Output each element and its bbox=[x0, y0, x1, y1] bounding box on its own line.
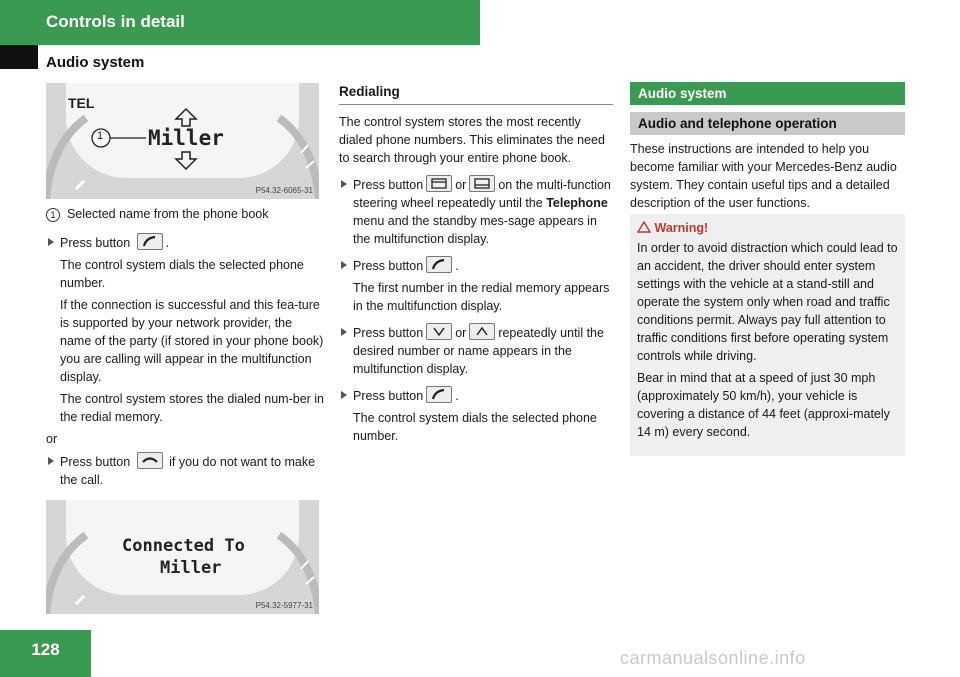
caption bbox=[46, 205, 324, 223]
gauge-decoration bbox=[46, 500, 319, 614]
paragraph: The control system dials the selected phone number. bbox=[60, 258, 304, 290]
step-text: Press button bbox=[60, 236, 131, 250]
section-tab-marker bbox=[0, 45, 38, 69]
right-intro bbox=[630, 140, 908, 216]
step-text: . bbox=[455, 389, 459, 403]
step-text: on the multi-function steering wheel repeatedly until the bbox=[353, 178, 611, 210]
image-ref-code: P54.32-6065-31 bbox=[255, 186, 313, 195]
warning-box bbox=[630, 214, 905, 456]
caption-text: Selected name from the phone book bbox=[66, 207, 269, 221]
step-press-send bbox=[46, 233, 324, 252]
middle-column bbox=[339, 83, 613, 449]
section-band-audio-telephone bbox=[630, 112, 905, 135]
band-label: Audio system bbox=[638, 86, 727, 101]
status-line-1: Connected To bbox=[122, 536, 245, 556]
status-line-2: Miller bbox=[160, 558, 222, 578]
step-text: or bbox=[455, 178, 467, 192]
tel-label: TEL bbox=[68, 95, 95, 111]
section-subtitle: Audio system bbox=[46, 54, 145, 71]
telephone-menu-label: Telephone bbox=[546, 196, 608, 210]
step-dial bbox=[339, 386, 613, 405]
paragraph: If the connection is successful and this fea-ture is supported by your network provider, the name of the party (if stored in your phone book) you are calling will appear in the multifunction display. bbox=[60, 298, 324, 384]
left-column bbox=[46, 205, 324, 493]
band-label: Audio and telephone operation bbox=[638, 116, 837, 131]
step-text: Press button bbox=[353, 178, 424, 192]
paragraph: The control system stores the most recently dialed phone numbers. This eliminates the need to search through your entire phone book. bbox=[339, 115, 605, 165]
step-text: Press button bbox=[353, 389, 424, 403]
send-call-button-icon bbox=[137, 233, 163, 250]
step-text: repeatedly until the desired number or name appears in the multifunction display. bbox=[353, 326, 604, 376]
paragraph: The control system dials the selected phone number. bbox=[353, 411, 597, 443]
step-text: Press button bbox=[353, 259, 424, 273]
step-scroll bbox=[339, 323, 613, 378]
send-call-button-icon bbox=[426, 256, 452, 273]
step-send bbox=[339, 256, 613, 275]
paragraph: Bear in mind that at a speed of just 30 mph (approximately 50 km/h), your vehicle is covering a distance of 44 feet (approxi-mately 14 m) every second. bbox=[637, 371, 890, 439]
warning-triangle-icon bbox=[637, 221, 651, 233]
step-menu bbox=[339, 175, 613, 248]
chapter-header-bar bbox=[0, 0, 480, 45]
page-forward-button-icon bbox=[469, 175, 495, 192]
step-text: if you do not want to make the call. bbox=[60, 455, 316, 487]
or-text: or bbox=[46, 432, 58, 446]
step-text: . bbox=[165, 236, 170, 250]
paragraph: These instructions are intended to help you become familiar with your Mercedes-Benz audio system. They contain useful tips and a detailed description of the user functions. bbox=[630, 142, 897, 210]
watermark: carmanualsonline.info bbox=[620, 648, 806, 668]
arrow-up-icon bbox=[176, 109, 196, 126]
step-text: . bbox=[455, 259, 459, 273]
image-ref-code: P54.32-5977-31 bbox=[255, 601, 313, 610]
warning-title: Warning! bbox=[654, 221, 709, 235]
display-image-connected bbox=[46, 500, 319, 614]
step-text: Press button bbox=[353, 326, 424, 340]
paragraph: The first number in the redial memory appears in the multifunction display. bbox=[353, 281, 610, 313]
callout-number: 1 bbox=[97, 130, 104, 142]
page-number: 128 bbox=[0, 630, 91, 677]
display-image-phonebook bbox=[46, 83, 319, 199]
step-text: or bbox=[455, 326, 467, 340]
end-call-button-icon bbox=[137, 452, 163, 469]
step-press-end bbox=[46, 452, 324, 489]
step-text: Press button bbox=[60, 455, 131, 469]
callout-circle: 1 bbox=[46, 208, 60, 222]
section-band-audio-system bbox=[630, 82, 905, 105]
send-call-button-icon bbox=[426, 386, 452, 403]
warning-content bbox=[637, 219, 902, 445]
scroll-down-button-icon bbox=[426, 323, 452, 340]
scroll-up-button-icon bbox=[469, 323, 495, 340]
paragraph: In order to avoid distraction which could lead to an accident, the driver should enter system settings with the vehicle at a stand-still and operate the system only when road and traffic conditions permit. Always pay full attention to traffic conditions first before operating system controls while driving. bbox=[637, 241, 898, 363]
chapter-title: Controls in detail bbox=[46, 12, 185, 31]
page-back-button-icon bbox=[426, 175, 452, 192]
step-text: menu and the standby mes-sage appears in the multifunction display. bbox=[353, 214, 597, 246]
arrow-down-icon bbox=[176, 152, 196, 169]
paragraph: The control system stores the dialed num-ber in the redial memory. bbox=[60, 392, 325, 424]
phonebook-name: Miller bbox=[148, 126, 224, 150]
section-heading-redialing: Redialing bbox=[339, 83, 613, 105]
